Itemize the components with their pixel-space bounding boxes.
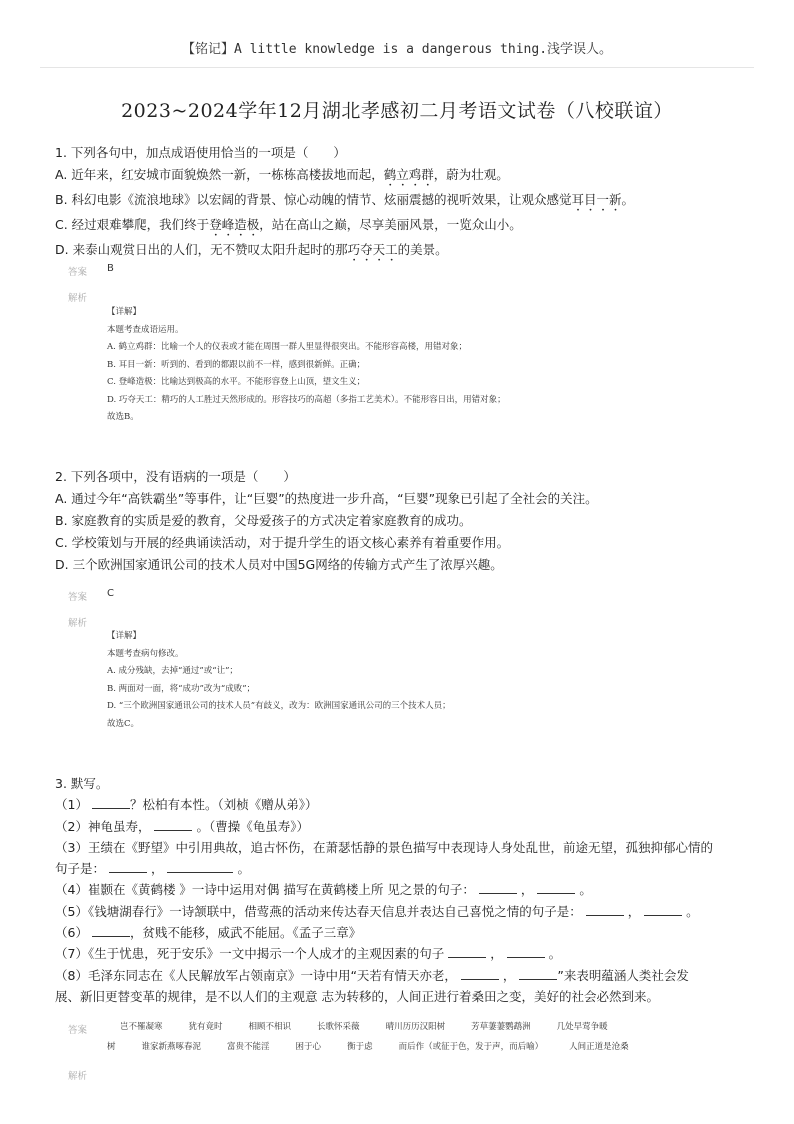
fill-line-4: （4）崔颢在《黄鹤楼 》一诗中运用对偶 描写在黄鹤楼上所 见之景的句子： ， 。 [55,882,592,898]
answer-blank[interactable] [448,946,486,958]
question-stem: 2. 下列各项中，没有语病的一项是（ ） [55,469,296,484]
answer-blank[interactable] [461,968,499,980]
fill-line-2: （2）神龟虽寿， 。（曹操《龟虽寿》） [55,818,309,834]
question-3 [55,773,755,1007]
fill-line-7: （7）《生于忧患，死于安乐》一文中揭示一个人成才的主观因素的句子 ， 。 [55,946,562,962]
answer-blank[interactable] [519,968,557,980]
dotted-idiom: 耳目一新 [571,192,622,207]
motto: 【铭记】A little knowledge is a dangerous thing.浅学误人。 [181,42,613,57]
answers-row-1: 岂不罹凝寒 犹有竟时 相顾不相识 长歌怀采薇 晴川历历汉阳树 芳草萋萋鹦鹉洲 几处早莺争暖 [120,1022,608,1032]
answer-blank[interactable] [537,882,575,894]
fill-line-8: （8）毛泽东同志在《人民解放军占领南京》一诗中用“天若有情天亦老， ， ”来表明蕴涵人类社会发 [55,967,689,983]
fill-line-6: （6） ，贫贱不能移，威武不能屈。《孟子三章》 [55,925,362,941]
answer-blank[interactable] [92,925,130,937]
header-divider [40,67,754,68]
answer-label: 答案 [68,592,88,603]
option-b: B. 科幻电影《流浪地球》以宏阔的背景、惊心动魄的情节、炫丽震撼的视听效果，让观众感觉耳目一新。 [55,192,635,207]
option-c: C. 经过艰难攀爬，我们终于登峰造极，站在高山之巅，尽享美丽风景，一览众山小。 [55,217,522,232]
analysis-label: 解析 [68,293,88,304]
dotted-idiom: 巧夺天工 [347,242,398,257]
answer-blank[interactable] [644,904,682,916]
analysis-label: 解析 [68,1071,88,1082]
answer-blank[interactable] [92,797,130,809]
question-stem: 1. 下列各句中，加点成语使用恰当的一项是（ ） [55,145,346,160]
dotted-idiom: 鹤立鸡群 [383,167,434,182]
answer-value: B [107,263,114,274]
answer-blank[interactable] [154,819,192,831]
answer-value: C [107,588,114,599]
option-a: A. 通过今年“高铁霸坐”等事件，让“巨婴”的热度进一步升高，“巨婴”现象已引起了全社会的关注。 [55,491,598,506]
question-2 [55,466,745,576]
fill-line-5: （5）《钱塘湖春行》一诗颔联中，借莺燕的活动来传达春天信息并表达自己喜悦之情的句子是： ， 。 [55,903,699,919]
answer-blank[interactable] [586,904,624,916]
option-c: C. 学校策划与开展的经典诵读活动，对于提升学生的语文核心素养有着重要作用。 [55,535,510,550]
fill-line-9: 展、新旧更替变革的规律，是不以人们的主观意 志为转移的，人间正进行着桑田之变，美好的社会必然到来。 [55,988,659,1004]
option-a: A. 近年来，红安城市面貌焕然一新，一栋栋高楼拔地而起，鹤立鸡群，蔚为壮观。 [55,167,509,182]
answer-blank[interactable] [167,861,233,873]
option-d: D. 三个欧洲国家通讯公司的技术人员对中国5G网络的传输方式产生了浓厚兴趣。 [55,557,503,572]
answer-blank[interactable] [109,861,147,873]
explanation-1: 【详解】 本题考查成语运用。 A. 鹤立鸡群：比喻一个人的仪表或才能在周围一群人里显得很突出。不能形容高楼，用错对象； B. 耳目一新：听到的、看到的都跟以前不一样，感到很新鲜。正确； C. 登峰造极：比喻达到极高的水平。不能形容登上山顶，望文生义； D. 巧夺天工：精巧的人工胜过天然形成的。形容技巧的高超（多指工艺美术）。不能形容日出，用错对象； 故选B。 [107,307,506,422]
answer-label: 答案 [68,1025,88,1036]
analysis-label: 解析 [68,618,88,629]
fill-line-1: （1） ？松柏有本性。（刘桢《赠从弟》） [55,797,318,813]
fill-line-3b: 句子是： ， 。 [55,861,250,877]
dotted-idiom: 登峰造极 [209,217,260,232]
answer-blank[interactable] [479,882,517,894]
answer-blank[interactable] [507,946,545,958]
answer-label: 答案 [68,267,88,278]
option-d: D. 来泰山观赏日出的人们，无不赞叹太阳升起时的那巧夺天工的美景。 [55,242,448,257]
fill-line-3: （3）王绩在《野望》中引用典故，追古怀伤，在萧瑟恬静的景色描写中表现诗人身处乱世，前途无望，孤独抑郁心情的 [55,839,713,855]
page-title: 2023~2024学年12月湖北孝感初二月考语文试卷（八校联谊） [121,100,673,122]
option-b: B. 家庭教育的实质是爱的教育，父母爱孩子的方式决定着家庭教育的成功。 [55,513,472,528]
question-1 [55,142,745,264]
answers-row-2: 树 谁家新燕啄春泥 富贵不能淫 困于心 衡于虑 而后作（或征于色，发于声，而后喻） 人间正道是沧桑 [107,1042,629,1052]
explanation-2: 【详解】 本题考查病句修改。 A. 成分残缺，去掉“通过”或“让”； B. 两面对一面，将“成功”改为“成败”； D. “三个欧洲国家通讯公司的技术人员”有歧义，改为：欧洲国家通讯公司的三个技术人员； 故选C。 [107,631,451,729]
question-stem: 3. 默写。 [55,776,109,791]
